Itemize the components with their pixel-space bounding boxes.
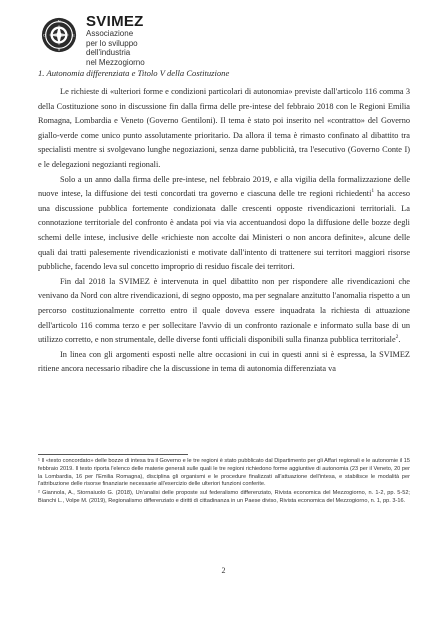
footnote-1: ¹ Il «testo concordato» delle bozze di intesa tra il Governo e le tre regioni è stato pubblicato dal Dipartimento per gli Affari regionali e le autonomie il 15 febbraio 2019. Il testo riporta l'elenco delle materie generali sulle quali le tre regioni richiedono forme aggiuntive di autonomia (23 per il Veneto, 20 per la Lombardia, 16 per l'Emilia Romagna), disciplina gli organismi e le procedure finalizzati all'attuazione dell'intesa, e stabilisce le modalità per l'attribuzione delle risorse finanziarie necessarie all'esercizio delle ulteriori funzioni conferite. xyxy=(38,458,410,488)
body-text xyxy=(38,68,410,377)
organization-tagline-3: dell'industria xyxy=(86,48,131,57)
paragraph-2-text-a: Solo a un anno dalla firma delle pre-intese, nel febbraio 2019, e alla vigilia della formalizzazione delle nuove intese, la diffusione dei testi concordati tra governo e ciascuna delle tre regioni richiedenti xyxy=(38,174,410,199)
page-number: 2 xyxy=(221,566,226,575)
organization-tagline-2: per lo sviluppo xyxy=(86,38,138,48)
paragraph-1: Le richieste di «ulteriori forme e condizioni particolari di autonomia» previste dall'articolo 116 comma 3 della Costituzione sono in discussione fin dalla firma delle pre-intese del febbraio 2018 con le Regioni Emilia Romagna, Lombardia e Veneto (Governo Gentiloni). Il tema è stato poi inserito nel «contratto» del Governo giallo-verde come unico punto assolutamente prioritario. Da allora il tema è rimasto confinato al dibattito tra specialisti mentre si svolgevano lunghe negoziazioni, senza darne pubblicità, tra l'esecutivo (Governo Conte I) e le delegazioni negozianti regionali. xyxy=(38,87,410,169)
footnote-ref-1[interactable]: 1 xyxy=(371,188,375,195)
svg-text:S: S xyxy=(57,46,61,52)
paragraph-3 xyxy=(38,275,410,348)
svg-text:O: O xyxy=(42,32,47,38)
paragraph-3-text-a: Fin dal 2018 la SVIMEZ è intervenuta in quel dibattito non per rispondere alle rivendicazioni che venivano da Nord con altre rivendicazioni, di segno opposto, ma per segnalare anzitutto l'anomalia rispetto a un percorso costituzionalmente corretto entro il quale doveva essere inquadrata la richiesta di attuazione dell'articolo 116 comma terzo e per sollecitare l'avvio di un confronto razionale e informato sulla base di un utilizzo corretto, e non strumentale, delle diverse fonti ufficiali disponibili sulla finanza pubblica territoriale xyxy=(38,276,410,345)
organization-name: SVIMEZ xyxy=(86,13,144,30)
footnotes xyxy=(38,454,410,507)
svimez-compass-logo-icon xyxy=(40,16,78,54)
paragraph-2-text-b: ha acceso una discussione pubblica fortemente condizionata dalle crescenti opposte rivendicazioni territoriali. La connotazione territoriale del confronto è andata poi via via accentuandosi dopo la diffusione delle bozze degli schemi delle intese, inclusive delle «richieste non accolte dai Ministeri o non ancora definite», alcune delle quali dai tratti palesemente rivendicazionisti e motivate dall'intento di trattenere sui territori maggiori risorse pubbliche, facendo leva sul concetto improprio di residuo fiscale dei territori. xyxy=(38,189,410,272)
paragraph-2 xyxy=(38,173,410,275)
footnote-ref-2[interactable]: 2 xyxy=(395,334,399,341)
organization-tagline-1: Associazione xyxy=(86,29,134,38)
organization-block xyxy=(86,14,206,67)
organization-tagline-4: nel Mezzogiorno xyxy=(86,57,145,67)
paragraph-4: In linea con gli argomenti esposti nelle altre occasioni in cui in questi anni si è espressa, la SVIMEZ ritiene ancora necessario ribadire che la discussione in tema di autonomia differenziata va xyxy=(38,349,410,374)
paragraph-3-text-b: . xyxy=(398,335,401,345)
footnote-divider xyxy=(38,454,188,455)
section-title: 1. Autonomia differenziata e Titolo V della Costituzione xyxy=(38,68,230,78)
svg-text:N: N xyxy=(57,18,61,24)
svg-text:E: E xyxy=(72,32,75,38)
footnote-2: ² Giannola, A., Stornaiuolo G. (2018), Un'analisi delle proposte sul federalismo differenziato, Rivista economica del Mezzogiorno, n. 1-2, pp. 5-52; Bianchi L., Volpe M. (2019), Regionalismo differenziato e diritti di cittadinanza in un Paese diviso, Rivista economica del Mezzogiorno, n. 1, pp. 3-16. xyxy=(38,490,410,504)
